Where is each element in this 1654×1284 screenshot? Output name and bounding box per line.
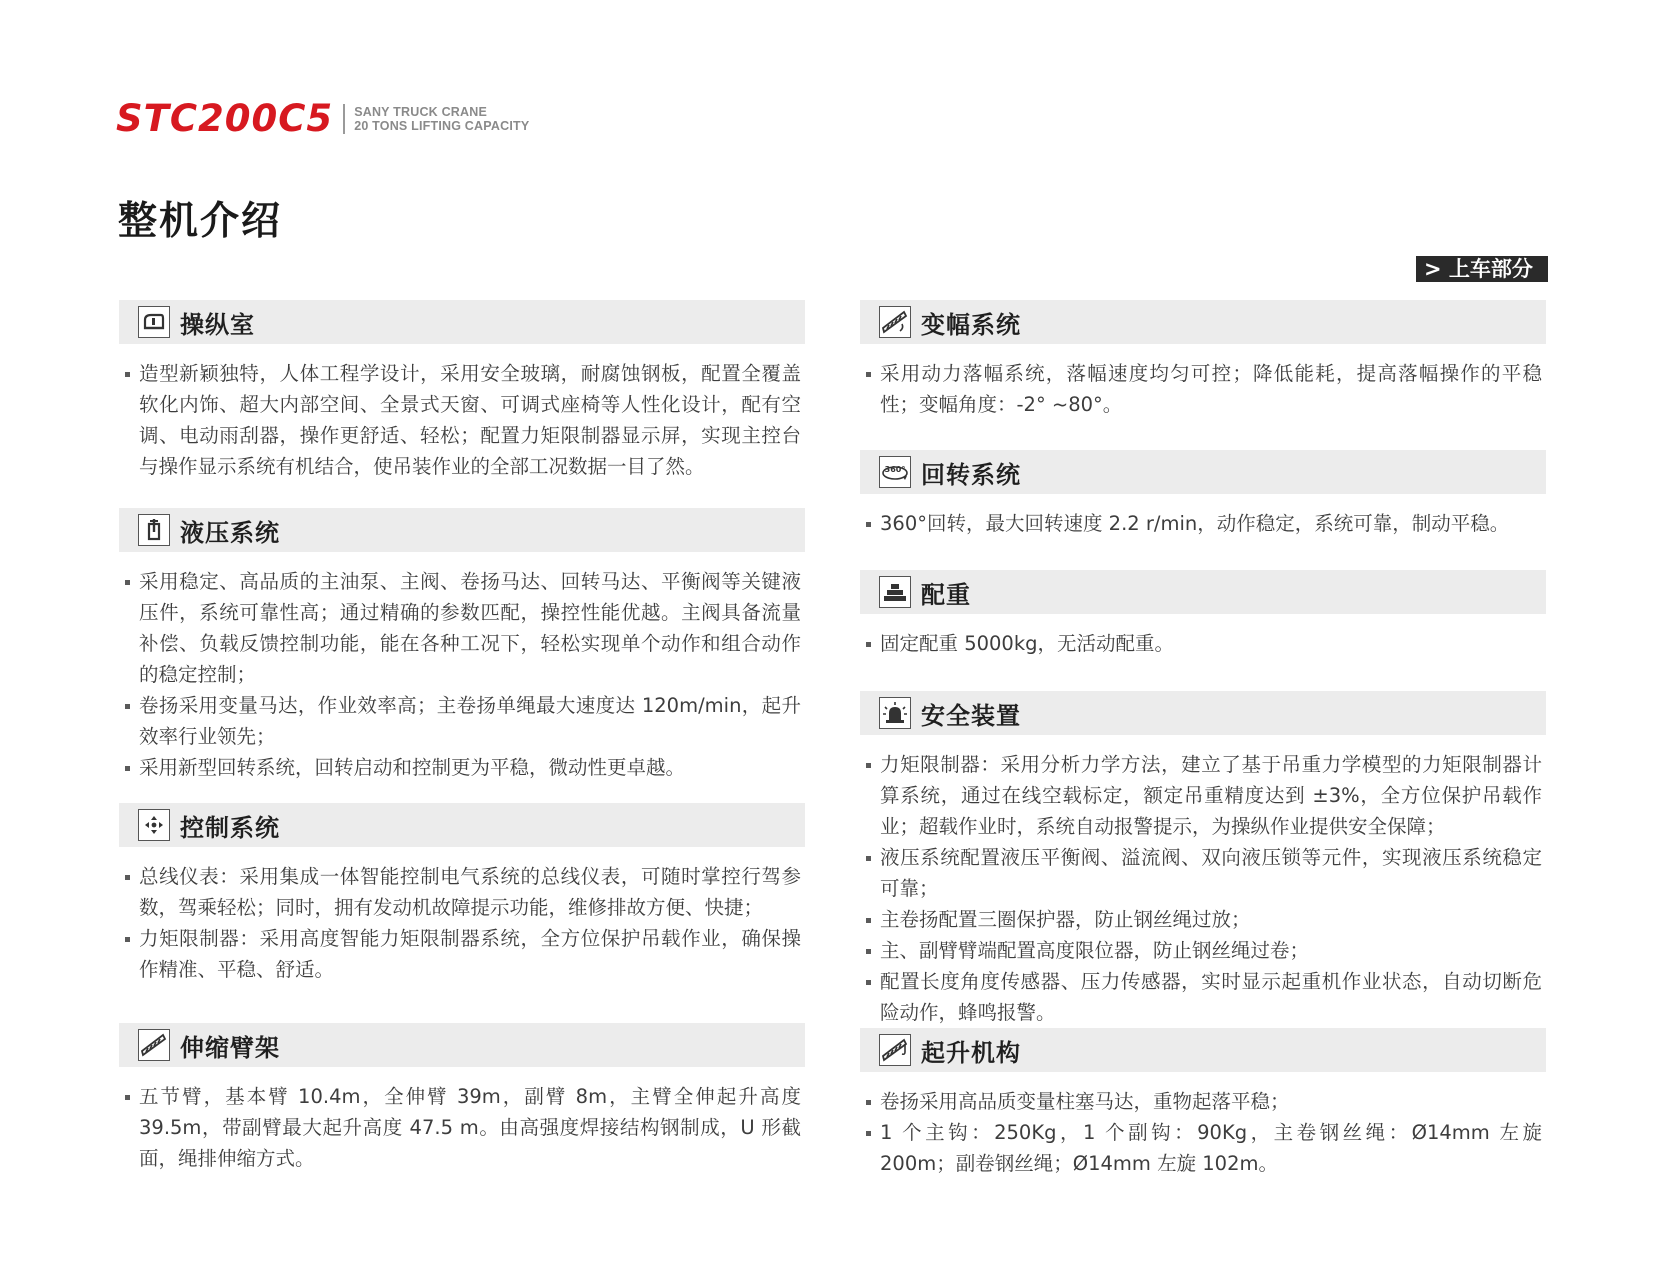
list-item: 主卷扬配置三圈保护器，防止钢丝绳过放； bbox=[860, 904, 1546, 935]
section-title: 操纵室 bbox=[180, 310, 255, 339]
section-hoisting bbox=[860, 1028, 1546, 1179]
item-list bbox=[860, 508, 1546, 539]
item-list bbox=[860, 1086, 1546, 1179]
counterweight-icon bbox=[879, 576, 911, 608]
section-boom bbox=[119, 1023, 805, 1174]
section-title: 伸缩臂架 bbox=[180, 1033, 280, 1062]
boom-icon bbox=[138, 1029, 170, 1061]
section-title: 回转系统 bbox=[921, 460, 1021, 489]
brand-subtitle-line1: SANY TRUCK CRANE bbox=[354, 104, 488, 119]
brand-logo: STC200C5 bbox=[116, 97, 334, 140]
list-item: 主、副臂臂端配置高度限位器，防止钢丝绳过卷； bbox=[860, 935, 1546, 966]
luffing-icon bbox=[879, 306, 911, 338]
hoisting-icon bbox=[879, 1034, 911, 1066]
cab-icon bbox=[138, 306, 170, 338]
section-header bbox=[860, 1028, 1546, 1072]
section-title: 控制系统 bbox=[180, 813, 280, 842]
list-item: 360°回转，最大回转速度 2.2 r/min，动作稳定，系统可靠，制动平稳。 bbox=[860, 508, 1546, 539]
slewing-360-label: 360° bbox=[884, 465, 906, 474]
list-item: 液压系统配置液压平衡阀、溢流阀、双向液压锁等元件，实现液压系统稳定可靠； bbox=[860, 842, 1546, 904]
section-header bbox=[119, 1023, 805, 1067]
item-list bbox=[860, 628, 1546, 659]
section-luffing bbox=[860, 300, 1546, 420]
list-item: 力矩限制器：采用分析力学方法，建立了基于吊重力学模型的力矩限制器计算系统，通过在线空载标定，额定吊重精度达到 ±3%，全方位保护吊载作业；超载作业时，系统自动报警提示，为操纵作业提供安全保障； bbox=[860, 749, 1546, 842]
section-title: 配重 bbox=[921, 580, 971, 609]
section-hydraulic bbox=[119, 508, 805, 783]
item-list bbox=[119, 861, 805, 985]
list-item: 造型新颖独特，人体工程学设计，采用安全玻璃，耐腐蚀钢板，配置全覆盖软化内饰、超大内部空间、全景式天窗、可调式座椅等人性化设计，配有空调、电动雨刮器，操作更舒适、轻松；配置力矩限制器显示屏，实现主控台与操作显示系统有机结合，使吊装作业的全部工况数据一目了然。 bbox=[119, 358, 805, 482]
section-slewing bbox=[860, 450, 1546, 539]
item-list bbox=[119, 566, 805, 783]
list-item: 采用新型回转系统，回转启动和控制更为平稳，微动性更卓越。 bbox=[119, 752, 805, 783]
control-icon bbox=[138, 809, 170, 841]
section-header bbox=[119, 508, 805, 552]
safety-alarm-icon bbox=[879, 697, 911, 729]
section-header bbox=[119, 803, 805, 847]
list-item: 五节臂，基本臂 10.4m，全伸臂 39m，副臂 8m，主臂全伸起升高度 39.5m，带副臂最大起升高度 47.5 m。由高强度焊接结构钢制成，U 形截面，绳排伸缩方式。 bbox=[119, 1081, 805, 1174]
section-counterweight bbox=[860, 570, 1546, 659]
list-item: 配置长度角度传感器、压力传感器，实时显示起重机作业状态，自动切断危险动作，蜂鸣报警。 bbox=[860, 966, 1546, 1028]
part-tag: > 上车部分 bbox=[1416, 256, 1548, 282]
list-item: 固定配重 5000kg，无活动配重。 bbox=[860, 628, 1546, 659]
list-item: 卷扬采用变量马达，作业效率高；主卷扬单绳最大速度达 120m/min，起升效率行业领先； bbox=[119, 690, 805, 752]
item-list bbox=[119, 1081, 805, 1174]
list-item: 采用动力落幅系统，落幅速度均匀可控；降低能耗，提高落幅操作的平稳性；变幅角度：-2° ~80°。 bbox=[860, 358, 1546, 420]
item-list bbox=[119, 358, 805, 482]
page-title: 整机介绍 bbox=[118, 199, 283, 244]
list-item: 采用稳定、高品质的主油泵、主阀、卷扬马达、回转马达、平衡阀等关键液压件，系统可靠性高；通过精确的参数匹配，操控性能优越。主阀具备流量补偿、负载反馈控制功能，能在各种工况下，轻松实现单个动作和组合动作的稳定控制； bbox=[119, 566, 805, 690]
hydraulic-icon bbox=[138, 514, 170, 546]
section-header bbox=[860, 300, 1546, 344]
section-header bbox=[860, 450, 1546, 494]
brand-header bbox=[116, 97, 530, 140]
list-item: 力矩限制器：采用高度智能力矩限制器系统，全方位保护吊载作业，确保操作精准、平稳、舒适。 bbox=[119, 923, 805, 985]
item-list bbox=[860, 749, 1546, 1028]
section-safety bbox=[860, 691, 1546, 1028]
section-header bbox=[119, 300, 805, 344]
brand-divider bbox=[343, 104, 345, 134]
section-title: 变幅系统 bbox=[921, 310, 1021, 339]
brand-subtitle-line2: 20 TONS LIFTING CAPACITY bbox=[354, 118, 530, 133]
section-title: 液压系统 bbox=[180, 518, 280, 547]
list-item: 总线仪表：采用集成一体智能控制电气系统的总线仪表，可随时掌控行驾参数，驾乘轻松；同时，拥有发动机故障提示功能，维修排故方便、快捷； bbox=[119, 861, 805, 923]
list-item: 1 个主钩：250Kg，1 个副钩：90Kg，主卷钢丝绳：Ø14mm 左旋 200m；副卷钢丝绳；Ø14mm 左旋 102m。 bbox=[860, 1117, 1546, 1179]
slewing-360-icon bbox=[879, 456, 911, 488]
section-header bbox=[860, 691, 1546, 735]
section-header bbox=[860, 570, 1546, 614]
brand-subtitle bbox=[354, 105, 529, 133]
section-cab bbox=[119, 300, 805, 482]
list-item: 卷扬采用高品质变量柱塞马达，重物起落平稳； bbox=[860, 1086, 1546, 1117]
section-title: 起升机构 bbox=[921, 1038, 1021, 1067]
item-list bbox=[860, 358, 1546, 420]
section-title: 安全装置 bbox=[921, 701, 1021, 730]
section-control bbox=[119, 803, 805, 985]
